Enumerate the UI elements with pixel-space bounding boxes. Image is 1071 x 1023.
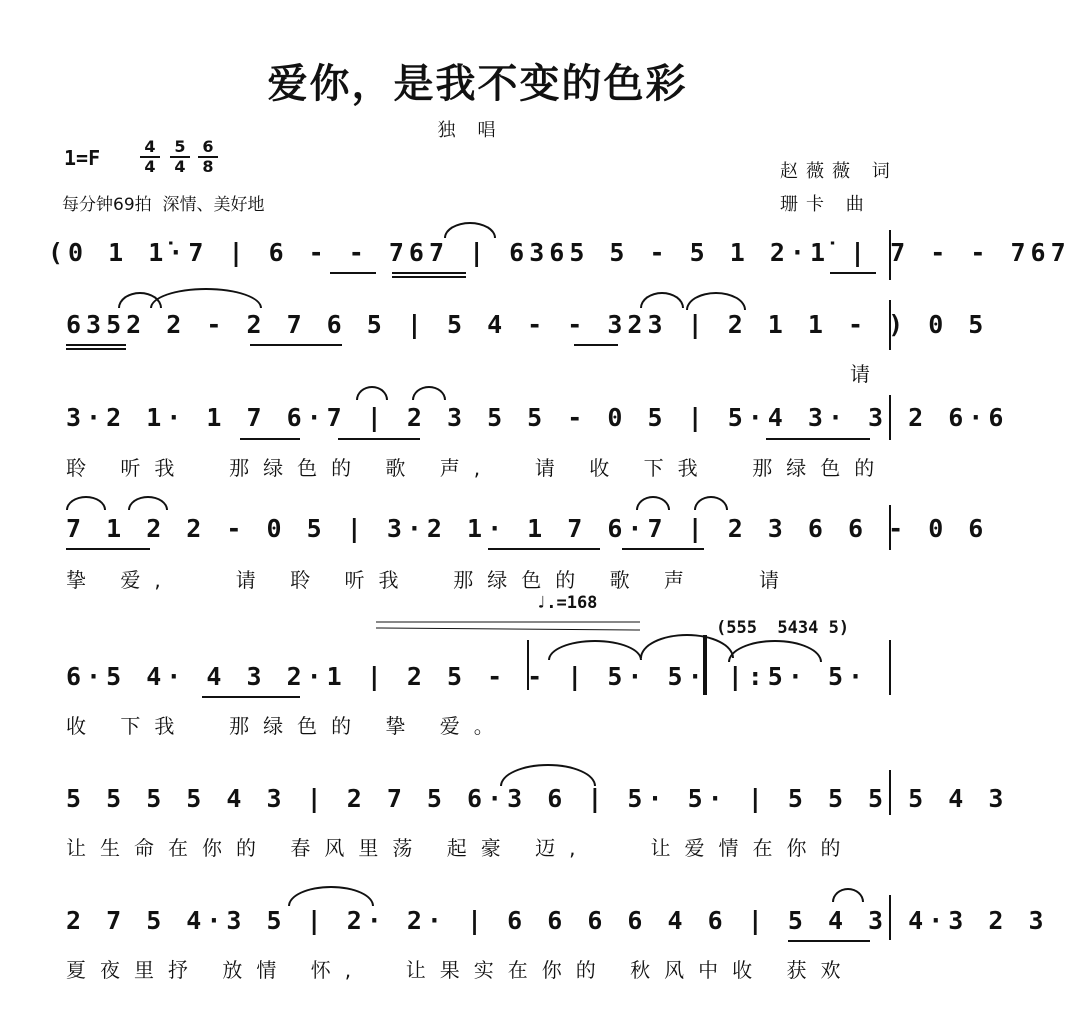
composer-credit: 珊卡 曲 [780, 194, 872, 215]
score-line-5-accompaniment: (555 5434 5) [716, 618, 850, 638]
tempo-marking: 每分钟69拍 深情、美好地 [62, 195, 265, 215]
score-line-3: 3·2 1· 1 7 6·7 | 2 3 5 5 - 0 5 | 5·4 3· 3 2 6·6 [66, 403, 1009, 432]
lyric-line-4: 挚 爱, 请 聆 听我 那绿色的 歌 声 请 [66, 568, 794, 592]
score-line-4: 7 1 2 2 - 0 5 | 3·2 1· 1 7 6·7 | 2 3 6 6 - 0 6 [66, 514, 989, 543]
tempo-line [376, 628, 640, 630]
lyric-line-3: 聆 听我 那绿色的 歌 声, 请 收 下我 那绿色的 [66, 456, 889, 480]
key-signature: 1=F [64, 146, 101, 170]
score-line-6: 5 5 5 5 4 3 | 2 7 5 6·3 6 | 5· 5· | 5 5 5 5 4 3 [66, 784, 1009, 813]
tempo-change: ♩.=168 [536, 593, 598, 613]
performance-type: 独唱 [437, 120, 518, 141]
lyric-line-6: 让生命在你的 春风里荡 起豪 迈, 让爱情在你的 [66, 836, 855, 860]
time-signature-4-4: $\frac{4}{4}$ [140, 138, 160, 176]
lyricist-credit: 赵薇薇 词 [780, 161, 898, 182]
score-line-1: (0 1 1̇·7 | 6 - - 767 | 6365 5 - 5 1 2·1̇ | 7 - - 767 [48, 238, 1071, 267]
song-title: 爱你，是我不变的色彩 [267, 61, 688, 107]
lyric-line-7: 夏夜里抒 放情 怀, 让果实在你的 秋风中收 获欢 [66, 958, 855, 982]
score-line-2: 6352 2 - 2 7 6 5 | 5 4 - - 323 | 2 1 1 - ) 0 5 [66, 310, 989, 339]
time-signature-5-4: $\frac{5}{4}$ [170, 138, 190, 176]
lyric-line-5: 收 下我 那绿色的 挚 爱。 [66, 714, 508, 738]
score-line-5: 6·5 4· 4 3 2·1 | 2 5 - - | 5· 5· |:5· 5· [66, 662, 869, 691]
score-line-7: 2 7 5 4·3 5 | 2· 2· | 6 6 6 6 4 6 | 5 4 3 4·3 2 3 [66, 906, 1049, 935]
time-signature-6-8: $\frac{6}{8}$ [198, 138, 218, 176]
lyric-line-2: 请 [850, 362, 884, 386]
